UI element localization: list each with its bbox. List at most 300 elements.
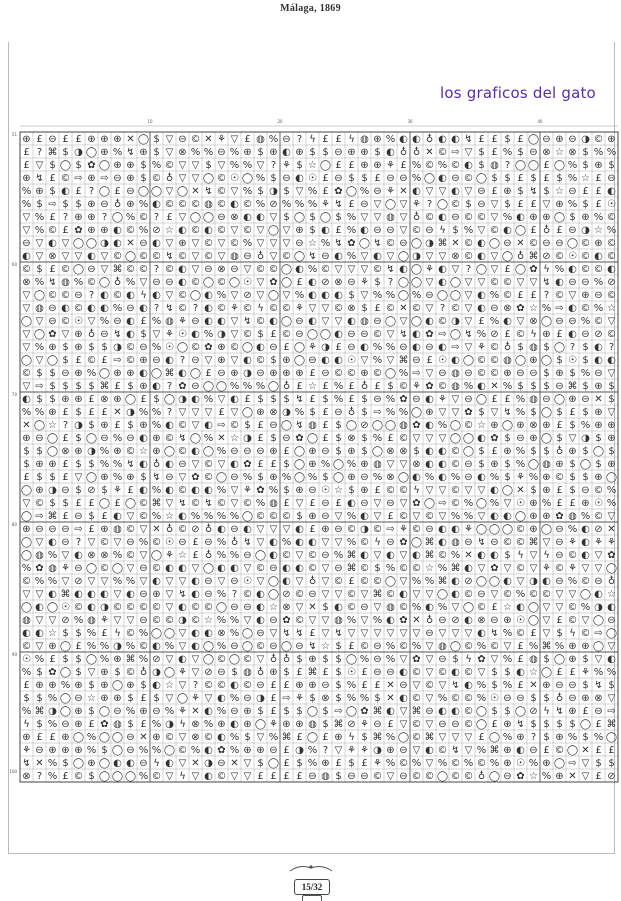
stitch-symbol: £ [62,225,69,237]
stitch-symbol: ⊕ [555,771,564,783]
stitch-symbol: ⊗ [22,277,31,289]
stitch-symbol: % [372,472,383,484]
stitch-symbol: ⊕ [87,173,96,185]
stitch-symbol: ✿ [399,615,408,627]
stitch-symbol: ⊖ [126,186,135,198]
stitch-symbol: ⌘ [47,147,58,159]
stitch-symbol: ⊕ [360,368,369,380]
stitch-symbol: ◍ [61,277,70,289]
stitch-symbol: ◑ [74,147,83,159]
stitch-symbol: ⊖ [425,225,434,237]
stitch-symbol: © [151,537,162,549]
stitch-symbol: ☆ [178,550,187,562]
stitch-symbol: % [541,303,552,315]
stitch-symbol: ▽ [126,511,135,523]
stitch-symbol: $ [322,654,329,666]
stitch-symbol: % [125,277,136,289]
stitch-symbol: ? [608,342,615,354]
stitch-symbol: © [177,199,188,211]
stitch-symbol: ◍ [529,342,538,354]
stitch-symbol: ⊖ [230,602,239,614]
stitch-symbol: ◐ [568,264,577,276]
stitch-symbol: ▽ [412,511,421,523]
stitch-symbol: ▽ [516,576,525,588]
stitch-symbol: ◯ [384,199,397,211]
stitch-symbol: £ [23,160,30,172]
stitch-symbol: ϟ [153,758,160,770]
stitch-symbol: ▽ [490,212,499,224]
stitch-symbol: % [229,745,240,757]
stitch-symbol: £ [114,381,121,393]
stitch-symbol: ◐ [152,290,161,302]
stitch-symbol: ▽ [399,654,408,666]
stitch-symbol: ✿ [74,225,83,237]
stitch-symbol: $ [283,485,290,497]
stitch-symbol: © [216,680,227,692]
stitch-symbol: ⊖ [165,472,174,484]
stitch-symbol: ▽ [165,576,174,588]
stitch-symbol: ⊖ [438,368,447,380]
stitch-symbol: ▽ [568,589,577,601]
stitch-symbol: ⊕ [360,147,369,159]
stitch-symbol: ⊖ [191,381,200,393]
stitch-symbol: ◯ [85,238,98,250]
stitch-symbol: ▽ [373,498,382,510]
stitch-symbol: ◐ [217,563,226,575]
stitch-symbol: © [21,641,32,653]
stitch-symbol: ⊖ [516,693,525,705]
stitch-symbol: ☆ [308,238,317,250]
stitch-symbol: ▽ [607,641,616,653]
stitch-symbol: ▽ [321,615,330,627]
stitch-symbol: ▽ [607,316,616,328]
stitch-symbol: £ [283,498,290,510]
stitch-symbol: % [463,758,474,770]
stitch-symbol: ⊖ [139,758,148,770]
stitch-symbol: © [242,225,253,237]
stitch-symbol: ⊖ [529,147,538,159]
stitch-symbol: ? [62,420,69,432]
stitch-symbol: ▽ [165,290,174,302]
stitch-symbol: ◐ [438,173,447,185]
stitch-symbol: ▽ [178,472,187,484]
stitch-symbol: © [398,563,409,575]
stitch-symbol: ⊖ [139,615,148,627]
stitch-symbol: ⊕ [152,589,161,601]
stitch-symbol: © [216,303,227,315]
stitch-symbol: ▽ [607,407,616,419]
stitch-symbol: £ [517,173,524,185]
stitch-symbol: % [593,277,604,289]
stitch-symbol: ⊕ [74,212,83,224]
stitch-symbol: ▽ [425,641,434,653]
stitch-symbol: ⊖ [243,693,252,705]
stitch-symbol: ◐ [204,420,213,432]
stitch-symbol: ⊕ [321,524,330,536]
stitch-symbol: ◐ [217,316,226,328]
stitch-symbol: ✿ [243,459,252,471]
stitch-symbol: $ [556,719,563,731]
stitch-symbol: $ [595,758,602,770]
stitch-symbol: ◯ [475,264,488,276]
stitch-symbol: $ [88,771,95,783]
stitch-symbol: ▽ [464,628,473,640]
stitch-symbol: ◐ [386,615,395,627]
stitch-symbol: % [73,277,84,289]
stitch-symbol: © [346,524,357,536]
stitch-symbol: ▽ [191,238,200,250]
stitch-symbol: £ [322,134,329,146]
stitch-symbol: ◐ [204,745,213,757]
stitch-symbol: ◐ [204,303,213,315]
stitch-symbol: % [437,693,448,705]
stitch-symbol: $ [478,459,485,471]
stitch-symbol: % [515,446,526,458]
stitch-symbol: ⊖ [126,745,135,757]
stitch-symbol: © [567,550,578,562]
row-label: 70 [11,392,17,397]
stitch-symbol: ☆ [308,160,317,172]
stitch-symbol: ◐ [477,251,486,263]
stitch-symbol: $ [205,160,212,172]
stitch-symbol: ⊕ [48,641,57,653]
footer-ornament-icon [288,864,334,872]
stitch-symbol: ◐ [178,563,187,575]
stitch-symbol: $ [127,693,134,705]
stitch-symbol: ✕ [516,238,525,250]
stitch-symbol: ▽ [256,225,265,237]
stitch-symbol: ◐ [243,355,252,367]
stitch-symbol: ◐ [581,537,590,549]
stitch-symbol: ⊘ [529,706,538,718]
stitch-symbol: ⌘ [34,706,45,718]
stitch-symbol: ◯ [176,693,189,705]
stitch-symbol: % [385,394,396,406]
stitch-symbol: $ [452,654,459,666]
stitch-symbol: ▽ [607,511,616,523]
stitch-symbol: ⊘ [542,251,551,263]
stitch-symbol: ⊖ [308,589,317,601]
stitch-symbol: £ [335,498,342,510]
stitch-symbol: £ [218,407,225,419]
stitch-symbol: © [502,589,513,601]
row-label: 100 [9,769,17,774]
stitch-symbol: ◯ [241,173,254,185]
stitch-symbol: ▽ [503,498,512,510]
stitch-symbol: £ [101,511,108,523]
stitch-symbol: $ [556,173,563,185]
stitch-symbol: ◯ [293,212,306,224]
stitch-symbol: ⊖ [464,368,473,380]
stitch-symbol: ◯ [111,771,124,783]
stitch-symbol: © [398,511,409,523]
stitch-symbol: ⚘ [412,381,421,393]
stitch-symbol: ◯ [579,719,592,731]
stitch-symbol: % [606,225,617,237]
stitch-symbol: % [528,758,539,770]
stitch-symbol: % [294,407,305,419]
stitch-symbol: © [372,576,383,588]
stitch-symbol: ▽ [581,758,590,770]
stitch-symbol: © [489,641,500,653]
stitch-symbol: ▽ [412,745,421,757]
stitch-symbol: $ [335,420,342,432]
stitch-symbol: © [567,602,578,614]
stitch-symbol: ⊕ [542,758,551,770]
stitch-symbol: $ [270,173,277,185]
stitch-symbol: ▽ [22,589,31,601]
stitch-symbol: ◯ [33,329,46,341]
stitch-symbol: % [112,550,123,562]
stitch-symbol: £ [348,199,355,211]
stitch-symbol: % [125,576,136,588]
stitch-symbol: ϟ [439,225,446,237]
stitch-symbol: $ [127,381,134,393]
stitch-symbol: $ [478,160,485,172]
stitch-symbol: % [138,537,149,549]
stitch-symbol: © [138,641,149,653]
stitch-symbol: ▽ [464,485,473,497]
stitch-symbol: © [528,238,539,250]
stitch-symbol: © [333,576,344,588]
stitch-symbol: ▽ [477,485,486,497]
stitch-symbol: ⊕ [139,355,148,367]
stitch-symbol: ◯ [85,147,98,159]
stitch-symbol: ⊖ [295,641,304,653]
stitch-symbol: % [34,212,45,224]
stitch-symbol: ▽ [477,667,486,679]
stitch-symbol: ◯ [488,732,501,744]
stitch-symbol: ⇨ [74,173,83,185]
stitch-symbol: © [372,771,383,783]
stitch-symbol: © [307,563,318,575]
stitch-symbol: % [164,641,175,653]
stitch-symbol: ▽ [282,524,291,536]
stitch-symbol: ⊕ [568,706,577,718]
stitch-symbol: ◐ [256,342,265,354]
stitch-symbol: ⇨ [48,199,57,211]
stitch-symbol: ✕ [412,615,421,627]
stitch-symbol: ◍ [438,641,447,653]
stitch-symbol: ⊗ [568,147,577,159]
stitch-symbol: © [515,563,526,575]
stitch-symbol: ? [543,290,550,302]
stitch-symbol: ⊖ [503,238,512,250]
stitch-symbol: ◐ [334,251,343,263]
stitch-symbol: © [268,303,279,315]
stitch-symbol: ◐ [516,745,525,757]
stitch-symbol: % [151,745,162,757]
stitch-symbol: % [125,641,136,653]
page-title: Málaga, 1869 [280,3,341,14]
stitch-symbol: % [476,329,487,341]
column-label: 10 [147,119,153,124]
stitch-symbol: © [242,680,253,692]
stitch-symbol: ⊕ [22,173,31,185]
stitch-symbol: $ [582,147,589,159]
stitch-symbol: ◯ [423,173,436,185]
stitch-symbol: ⊖ [61,368,70,380]
stitch-symbol: ◯ [384,316,397,328]
stitch-symbol: ◯ [592,615,605,627]
stitch-symbol: ▽ [490,589,499,601]
stitch-symbol: $ [517,147,524,159]
stitch-symbol: £ [62,472,69,484]
stitch-symbol: ✕ [139,732,148,744]
stitch-symbol: £ [205,368,212,380]
stitch-symbol: ▽ [100,264,109,276]
stitch-symbol: ↯ [152,472,161,484]
stitch-symbol: % [346,511,357,523]
stitch-symbol: ◐ [48,238,57,250]
stitch-symbol: ⊕ [100,147,109,159]
stitch-symbol: $ [543,732,550,744]
stitch-symbol: ✿ [191,472,200,484]
stitch-symbol: © [450,771,461,783]
stitch-symbol: ◑ [217,329,226,341]
stitch-symbol: $ [504,706,511,718]
stitch-symbol: ⊖ [321,368,330,380]
stitch-symbol: ▽ [321,316,330,328]
stitch-symbol: ⊖ [321,511,330,523]
stitch-symbol: ⊕ [152,446,161,458]
stitch-symbol: ◯ [501,485,514,497]
stitch-symbol: £ [114,420,121,432]
stitch-symbol: ◯ [215,602,228,614]
stitch-symbol: ▽ [35,589,44,601]
stitch-symbol: $ [478,446,485,458]
stitch-symbol: % [86,641,97,653]
stitch-symbol: ◐ [178,225,187,237]
stitch-symbol: ♁ [308,576,317,588]
stitch-symbol: ◯ [527,134,540,146]
stitch-symbol: ◯ [488,238,501,250]
stitch-symbol: © [242,329,253,341]
stitch-symbol: ✿ [334,186,343,198]
stitch-symbol: © [489,225,500,237]
stitch-symbol: % [567,160,578,172]
stitch-symbol: % [125,212,136,224]
stitch-symbol: ✕ [490,381,499,393]
stitch-symbol: % [151,719,162,731]
stitch-symbol: ⚘ [269,719,278,731]
stitch-symbol: ↯ [334,199,343,211]
stitch-symbol: ▽ [412,433,421,445]
stitch-symbol: ϟ [517,550,524,562]
stitch-symbol: © [346,589,357,601]
stitch-symbol: ♁ [425,615,434,627]
stitch-symbol: ↯ [542,277,551,289]
stitch-symbol: ◯ [475,719,488,731]
stitch-symbol: ♁ [399,147,408,159]
stitch-symbol: ◯ [150,186,163,198]
stitch-symbol: ✿ [282,615,291,627]
stitch-symbol: ⊕ [555,134,564,146]
stitch-symbol: ⊖ [230,576,239,588]
stitch-symbol: ⊖ [347,277,356,289]
stitch-symbol: © [580,264,591,276]
stitch-symbol: © [424,212,435,224]
stitch-symbol: ◯ [306,732,319,744]
stitch-symbol: ◯ [124,251,137,263]
stitch-symbol: © [164,615,175,627]
stitch-symbol: % [606,667,617,679]
stitch-symbol: ⊖ [269,745,278,757]
stitch-symbol: © [359,563,370,575]
stitch-symbol: ▽ [308,303,317,315]
stitch-symbol: £ [23,680,30,692]
stitch-symbol: ▽ [334,537,343,549]
stitch-symbol: ⌘ [424,537,435,549]
stitch-symbol: © [138,498,149,510]
stitch-symbol: £ [101,628,108,640]
stitch-symbol: % [320,238,331,250]
stitch-symbol: $ [569,368,576,380]
stitch-symbol: ▽ [373,602,382,614]
stitch-symbol: © [463,420,474,432]
stitch-symbol: ⊖ [22,238,31,250]
stitch-symbol: ◐ [425,420,434,432]
stitch-symbol: ϟ [257,303,264,315]
stitch-symbol: ⊖ [243,602,252,614]
stitch-symbol: ▽ [178,680,187,692]
stitch-symbol: ⌘ [528,251,539,263]
stitch-symbol: ⊗ [230,212,239,224]
stitch-symbol: ↯ [22,758,31,770]
stitch-symbol: £ [361,667,368,679]
stitch-symbol: ⊕ [516,732,525,744]
stitch-symbol: $ [569,485,576,497]
stitch-symbol: ▽ [191,771,200,783]
grid-lines [20,132,618,782]
stitch-symbol: £ [543,160,550,172]
stitch-symbol: ? [166,381,173,393]
stitch-symbol: ◯ [540,407,553,419]
stitch-symbol: ⊕ [594,381,603,393]
stitch-symbol: $ [140,680,147,692]
stitch-symbol: ✕ [594,394,603,406]
stitch-symbol: % [593,667,604,679]
stitch-symbol: ⌘ [372,706,383,718]
stitch-symbol: $ [140,329,147,341]
stitch-symbol: ⊕ [217,355,226,367]
stitch-symbol: % [385,654,396,666]
stitch-symbol: ⊖ [425,706,434,718]
stitch-symbol: ▽ [165,238,174,250]
stitch-symbol: ⊖ [438,719,447,731]
stitch-symbol: ⊕ [347,446,356,458]
stitch-symbol: © [125,446,136,458]
stitch-symbol: % [333,550,344,562]
stitch-symbol: ⌘ [307,667,318,679]
stitch-symbol: ⊖ [74,511,83,523]
stitch-symbol: ◯ [267,290,280,302]
page-counter: 15/32 [294,879,330,895]
stitch-symbol: ⊕ [373,160,382,172]
stitch-symbol: ◯ [150,550,163,562]
stitch-symbol: ◯ [85,654,98,666]
stitch-symbol: % [151,160,162,172]
stitch-symbol: £ [374,381,381,393]
stitch-symbol: ⚘ [516,472,525,484]
stitch-symbol: % [47,693,58,705]
stitch-symbol: % [398,368,409,380]
stitch-symbol: % [580,602,591,614]
stitch-symbol: ◐ [178,277,187,289]
stitch-symbol: ⊕ [542,212,551,224]
stitch-symbol: ◐ [490,550,499,562]
stitch-symbol: ⌘ [281,732,292,744]
